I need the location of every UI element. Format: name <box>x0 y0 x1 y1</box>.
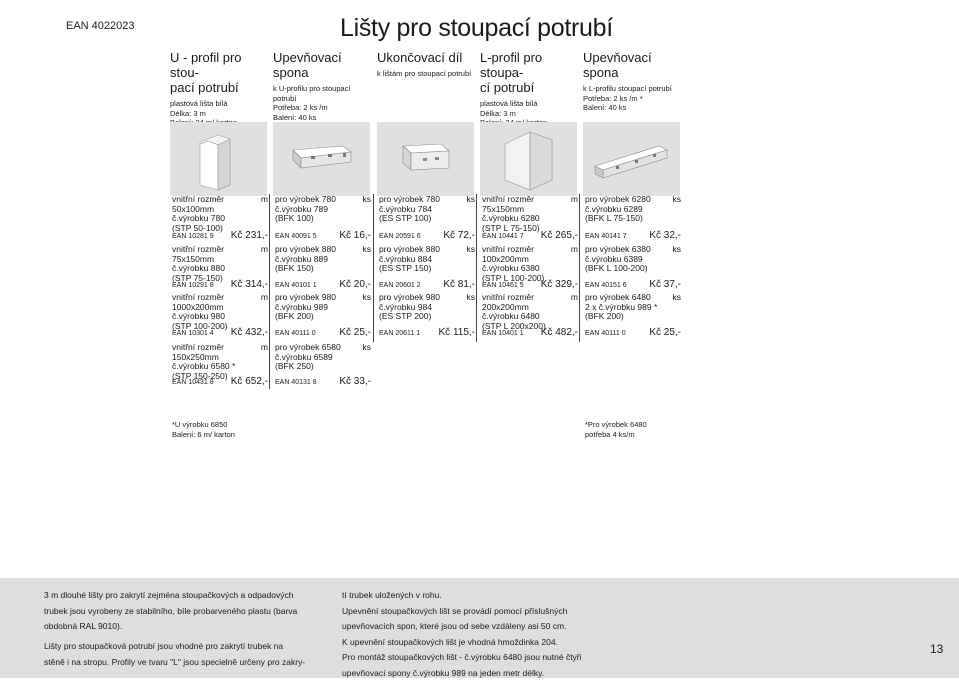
product-unit: ks <box>672 194 681 204</box>
price-line <box>379 280 475 291</box>
product-ean: EAN 10301 4 <box>172 330 214 337</box>
product-ean: EAN 10441 7 <box>482 233 524 240</box>
column-header-l-clip <box>583 50 683 113</box>
product-unit: m <box>570 244 578 254</box>
product-description: vnitřní rozměr 150x250mm č.výrobku 6580 * (STP 150-250) <box>172 342 236 381</box>
column-title: Ukončovací díl <box>377 50 463 65</box>
l-profile-image <box>480 122 577 196</box>
u-profile-image <box>170 122 267 196</box>
clip-image <box>273 122 370 196</box>
product-ean: EAN 40111 0 <box>275 330 316 337</box>
price-line <box>172 328 268 339</box>
price-line <box>585 231 681 242</box>
product-clip-889 <box>275 245 371 274</box>
product-price: Kč 16,- <box>339 230 371 241</box>
column-description: k L-profilu stoupací potrubí Potřeba: 2 ks /m * Balení: 40 ks <box>583 84 672 112</box>
column-header-l-profile <box>480 50 580 128</box>
product-price: Kč 432,- <box>230 327 268 338</box>
product-clip-789 <box>275 195 371 224</box>
product-price: Kč 72,- <box>443 230 475 241</box>
product-unit: m <box>260 292 268 302</box>
price-line <box>172 377 268 388</box>
price-line <box>275 231 371 242</box>
column-description: plastová lišta bílá Délka: 3 m <box>480 99 538 118</box>
product-description: pro výrobek 980 č.výrobku 984 (ES STP 200) <box>379 292 440 322</box>
info-paragraph-1: 3 m dlouhé lišty pro zakrytí zejména stoupačkových a odpadových trubek jsou vyrobeny ze stabilního, bíle probarveného plastu (barva obdobná RAL 9010). <box>44 590 298 631</box>
price-line <box>275 377 371 388</box>
column-divider <box>373 194 374 342</box>
product-price: Kč 20,- <box>339 279 371 290</box>
price-line <box>275 328 371 339</box>
product-unit: m <box>570 292 578 302</box>
product-price: Kč 231,- <box>230 230 268 241</box>
product-price: Kč 81,- <box>443 279 475 290</box>
product-unit: ks <box>466 194 475 204</box>
price-line <box>172 231 268 242</box>
product-description: vnitřní rozměr 75x150mm č.výrobku 6280 (STP L 75-150) <box>482 194 540 233</box>
column-divider <box>579 194 580 342</box>
product-description: vnitřní rozměr 50x100mm č.výrobku 780 (STP 50-100) <box>172 194 225 233</box>
footnote-right: *Pro výrobek 6480 potřeba 4 ks/m <box>585 420 647 439</box>
product-ean: EAN 20591 6 <box>379 233 421 240</box>
product-ean: EAN 40091 5 <box>275 233 317 240</box>
column-header-clip <box>273 50 373 122</box>
product-price: Kč 37,- <box>649 279 681 290</box>
product-u-profile-780 <box>172 195 268 233</box>
product-end-piece-884 <box>379 245 475 274</box>
column-description: plastová lišta bílá Délka: 3 m <box>170 99 228 118</box>
product-price: Kč 25,- <box>649 327 681 338</box>
product-description: vnitřní rozměr 100x200mm č.výrobku 6380 (STP L 100-200) <box>482 244 545 283</box>
price-line <box>379 231 475 242</box>
product-description: vnitřní rozměr 75x150mm č.výrobku 880 (STP 75-150) <box>172 244 225 283</box>
product-ean: EAN 40101 1 <box>275 282 317 289</box>
product-unit: m <box>260 244 268 254</box>
product-description: pro výrobek 980 č.výrobku 989 (BFK 200) <box>275 292 336 322</box>
product-ean: EAN 40151 6 <box>585 282 627 289</box>
price-line <box>482 231 578 242</box>
price-line <box>482 280 578 291</box>
product-description: pro výrobek 880 č.výrobku 889 (BFK 150) <box>275 244 336 274</box>
product-unit: ks <box>362 194 371 204</box>
product-unit: ks <box>362 244 371 254</box>
header-ean: EAN 4022023 <box>66 20 135 32</box>
column-title: L-profil pro stoupa- cí potrubí <box>480 50 543 95</box>
product-description: vnitřní rozměr 1000x200mm č.výrobku 980 (STP 100-200) <box>172 292 228 331</box>
page-title: Lišty pro stoupací potrubí <box>340 14 613 42</box>
product-description: pro výrobek 780 č.výrobku 789 (BFK 100) <box>275 194 336 224</box>
product-ean: EAN 40141 7 <box>585 233 627 240</box>
product-unit: m <box>260 342 268 352</box>
product-l-clip-6389 <box>585 245 681 274</box>
product-clip-989 <box>275 293 371 322</box>
product-l-profile-6380 <box>482 245 578 283</box>
column-header-end-piece <box>377 50 477 79</box>
product-l-profile-6280 <box>482 195 578 233</box>
product-clip-6589 <box>275 343 371 372</box>
price-line <box>585 280 681 291</box>
product-ean: EAN 20601 2 <box>379 282 421 289</box>
product-unit: ks <box>362 292 371 302</box>
product-description: vnitřní rozměr 200x200mm č.výrobku 6480 (STP L 200x200) <box>482 292 546 331</box>
l-clip-image <box>583 122 680 196</box>
product-price: Kč 329,- <box>540 279 578 290</box>
product-description: pro výrobek 6480 2 x č.výrobku 989 * (BFK 200) <box>585 292 658 322</box>
product-ean: EAN 10461 5 <box>482 282 524 289</box>
price-line <box>275 280 371 291</box>
product-unit: ks <box>466 292 475 302</box>
product-description: pro výrobek 780 č.výrobku 784 (ES STP 100) <box>379 194 440 224</box>
product-u-profile-880 <box>172 245 268 283</box>
product-ean: EAN 10281 9 <box>172 233 214 240</box>
column-description: k lištám pro stoupací potrubí <box>377 69 472 78</box>
price-line <box>585 328 681 339</box>
product-price: Kč 115,- <box>438 327 475 338</box>
product-description: pro výrobek 6280 č.výrobku 6289 (BFK L 75-150) <box>585 194 651 224</box>
product-unit: ks <box>362 342 371 352</box>
product-end-piece-784 <box>379 195 475 224</box>
product-price: Kč 33,- <box>339 376 371 387</box>
product-price: Kč 652,- <box>230 376 268 387</box>
product-price: Kč 482,- <box>540 327 578 338</box>
product-ean: EAN 10401 1 <box>482 330 524 337</box>
product-l-clip-6289 <box>585 195 681 224</box>
product-price: Kč 25,- <box>339 327 371 338</box>
info-paragraph-3: tí trubek uložených v rohu. Upevnění stoupačkových lišt se provádí pomocí příslušných upevňovacích spon, které jsou od sebe vzdáleny asi 50 cm. K upevnění stoupačkových lišt je vhodná hmoždinka 204. Pro montáž stoupačkových lišt - č.výrobku 6480 jsou nutné čtyři upevňovací spony č.výrobku 989 na jeden metr délky. <box>342 590 582 678</box>
product-ean: EAN 20611 1 <box>379 330 421 337</box>
product-unit: ks <box>672 244 681 254</box>
product-description: pro výrobek 6380 č.výrobku 6389 (BFK L 100-200) <box>585 244 651 274</box>
product-unit: m <box>570 194 578 204</box>
product-description: pro výrobek 880 č.výrobku 884 (ES STP 150) <box>379 244 440 274</box>
product-unit: ks <box>672 292 681 302</box>
column-title: Upevňovací spona <box>583 50 652 80</box>
column-title: Upevňovací spona <box>273 50 342 80</box>
price-line <box>379 328 475 339</box>
product-description: pro výrobek 6580 č.výrobku 6589 (BFK 250) <box>275 342 341 372</box>
product-u-profile-980 <box>172 293 268 331</box>
column-divider <box>476 194 477 342</box>
product-price: Kč 32,- <box>649 230 681 241</box>
product-ean: EAN 10291 8 <box>172 282 214 289</box>
product-l-profile-6480 <box>482 293 578 331</box>
product-end-piece-984 <box>379 293 475 322</box>
price-line <box>172 280 268 291</box>
product-unit: ks <box>466 244 475 254</box>
column-description: k U-profilu pro stoupací potrubí Potřeba: 2 ks /m Balení: 40 ks <box>273 84 351 122</box>
end-piece-image <box>377 122 474 196</box>
product-price: Kč 314,- <box>230 279 268 290</box>
price-line <box>482 328 578 339</box>
info-paragraph-2: Lišty pro stoupačková potrubí jsou vhodné pro zakrytí trubek na stěně i na stropu. Profily ve tvaru "L" jsou specielně určeny pro zakry- <box>44 641 306 667</box>
page-number: 13 <box>930 642 944 656</box>
footnote-left: *U výrobku 6850 Balení: 6 m/ karton <box>172 420 235 439</box>
column-title: U - profil pro stou- pací potrubí <box>170 50 242 95</box>
product-ean: EAN 40111 0 <box>585 330 626 337</box>
product-price: Kč 265,- <box>540 230 578 241</box>
column-header-u-profile <box>170 50 270 128</box>
product-ean: EAN 40131 8 <box>275 379 317 386</box>
product-unit: m <box>260 194 268 204</box>
column-divider <box>269 194 270 389</box>
product-ean: EAN 10431 8 <box>172 379 214 386</box>
product-l-clip-989 <box>585 293 681 322</box>
